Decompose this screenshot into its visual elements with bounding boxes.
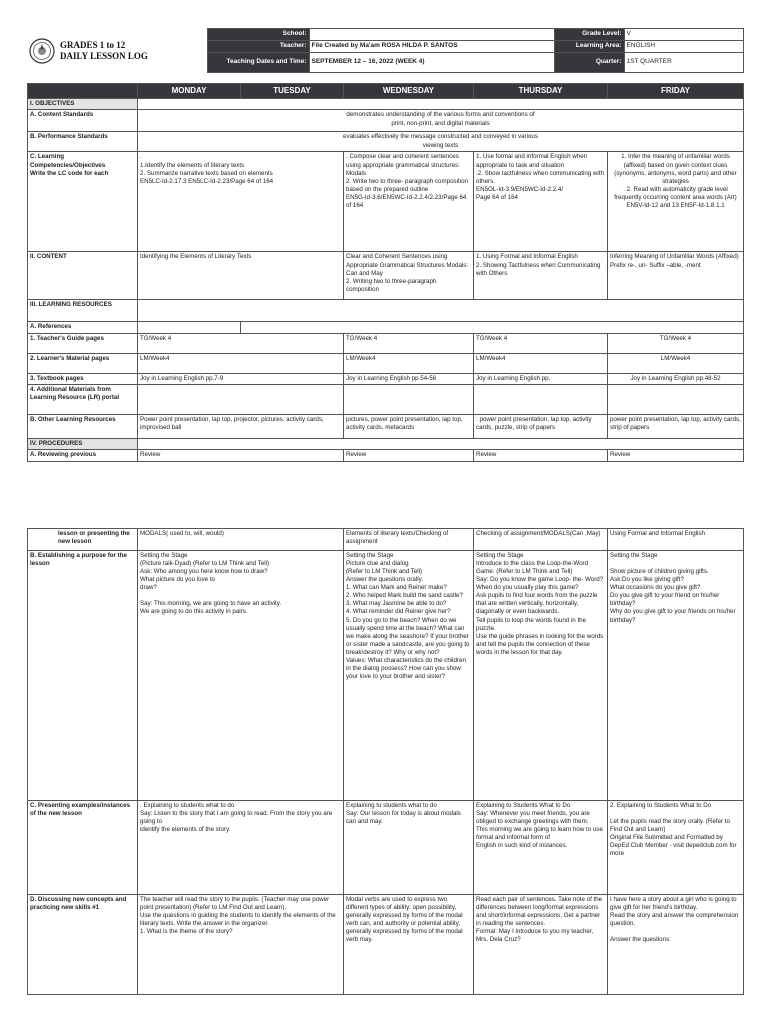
corner-cell <box>28 84 138 99</box>
references-mon-blank <box>138 322 241 333</box>
add-mon <box>138 384 344 414</box>
tb-thu: Joy in Learning English pp. <box>474 373 608 384</box>
examples-fri: 2. Explaining to Students What to Do Let the pupils read the story orally. (Refer to Find Out and Learn) Original File Submitted and Formatted by DepEd Club Member - visit depedclub.com for more <box>608 801 744 895</box>
teacher-value: File Created by Ma'am ROSA HILDA P. SANTOS <box>309 41 554 53</box>
purpose-wed: Setting the Stage Picture clue and dialog (Refer to LM Think and Tell) Answer the questions orally. 1. What can Mark and Reiner make? 2. Who helped Mark build the sand castle? 3. What may Jasmine be able to do? 4. What reminder did Reiner give her? 5. Do you go to the beach? When do we usually spend time at the beach? What can we make along the seashore? If your brother or sister made a sandcastle, are you going to break/destroy it? Why or why not? Values: What characteristics do the children in the dialog possess? How can you show your love to your brother and sister? <box>344 551 474 801</box>
learners-material-label: 2. Learner's Material pages <box>28 353 138 373</box>
competencies-label: C. Learning Competencies/Objectives Write the LC code for each <box>28 152 138 252</box>
header-brand <box>27 29 207 73</box>
content-label: II. CONTENT <box>28 252 138 300</box>
procedures-label: IV. PROCEDURES <box>28 438 138 449</box>
quarter-value: 1ST QUARTER <box>624 53 743 73</box>
examples-wed: Explaining to students what to do Say: Our lesson for today is about modals can and may. <box>344 801 474 895</box>
competencies-thu: 1. Use formal and informal English when appropriate to task and situation .2. Show tactfulness when communicating with others. EN5OL-Id-3.9/EN5WC-Id-2.2.4/ Page 64 of 164 <box>474 152 608 252</box>
discussing-concepts-label: D. Discussing new concepts and practicing new skills #1 <box>28 895 138 995</box>
examples-thu: Explaining to Students What to Do Say: Whenever you meet friends, you are obliged to exchange greetings with them. This morning we are going to learn how to use formal and informal form of English in such kind of instances. <box>474 801 608 895</box>
add-fri <box>608 384 744 414</box>
performance-standards-label: B. Performance Standards <box>28 132 138 152</box>
learning-area-label: Learning Area: <box>554 41 624 53</box>
objectives-label: I. OBJECTIVES <box>28 99 138 110</box>
discussing-thu: Read each pair of sentences. Take note of the differences between long/formal expressions and short/informal expressions. Get a partner in reading the sentences. Formal: May I introduce to you my teacher, Mrs. Dela Cruz? <box>474 895 608 995</box>
discussing-wed: Modal verbs are used to express two different types of ability: open possibility, generally expressed by forms of the modal verb can, and authority or potential ability, generally expressed by forms of the modal verb may. <box>344 895 474 995</box>
grade-level-label: Grade Level: <box>554 29 624 41</box>
review-fri: Review <box>608 449 744 461</box>
lm-thu: LM/Week4 <box>474 353 608 373</box>
lesson-table-page-1 <box>27 83 744 462</box>
procedures-blank <box>138 438 744 449</box>
establishing-purpose-label: B. Establishing a purpose for the lesson <box>28 551 138 801</box>
school-label: School: <box>207 29 309 41</box>
content-fri: Inferring Meaning of Unfamiliar Words (Affixed) Prefix re-, un- Suffix –able, -ment <box>608 252 744 300</box>
olr-wed: pictures, power point presentation, lap top, activity cards, metacards <box>344 414 474 438</box>
deped-seal-icon <box>29 38 55 64</box>
lesson-log-page-2 <box>27 528 743 995</box>
competencies-wed: . Compose clear and coherent sentences using appropriate grammatical structures: Modals 2. Write two to three- paragraph composition based on the prepared outline EN5G-Id-3.6/EN5WC-Id-2.2.4/2.23/Page 64 of 164 <box>344 152 474 252</box>
day-tuesday: TUESDAY <box>241 84 344 99</box>
objectives-blank <box>138 99 744 110</box>
tb-wed: Joy in Learning English pp.54-56 <box>344 373 474 384</box>
tg-wed: TG/Week 4 <box>344 333 474 353</box>
competencies-mon-tue: . 1.Identify the elements of literary texts 2. Summarize narrative texts based on elements EN5LC-Id-2.17.3 EN5LC-Id-2.23/Page 64 of 164 <box>138 152 344 252</box>
cont-wed: Elements of literary texts/Checking of assignment <box>344 529 474 551</box>
review-mon: Review <box>138 449 344 461</box>
discussing-mon: The teacher will read the story to the pupils. (Teacher may use power point presentation) (Refer to LM Find Out and Learn). Use the questions in guiding the students to identify the elements of the literary texts. Write the answer in the organizer. 1. What is the theme of the story? <box>138 895 344 995</box>
teachers-guide-label: 1. Teacher's Guide pages <box>28 333 138 353</box>
tb-mon: Joy in Learning English pp.7-9 <box>138 373 344 384</box>
teaching-dates-label: Teaching Dates and Time: <box>207 53 309 73</box>
discussing-fri: I have here a story about a girl who is going to give gift for her friend's birthday. Read the story and answer the comprehension question. Answer the questions: <box>608 895 744 995</box>
day-friday: FRIDAY <box>608 84 744 99</box>
content-wed: Clear and Coherent Sentences using Appropriate Grammatical Structures Modals: Can and May 2. Writing two to three-paragraph composition <box>344 252 474 300</box>
olr-fri: power point presentation, lap top, activity cards, strip of papers <box>608 414 744 438</box>
examples-mon: . Explaining to students what to do Say: Listen to the story that I am going to read. From the story you are going to identify the elements of the story. <box>138 801 344 895</box>
lm-fri: LM/Week4 <box>608 353 744 373</box>
references-blank <box>241 322 744 333</box>
purpose-thu: Setting the Stage Introduce to the class the Loop-the-Word Game. (Refer to LM Think and Tell) Say: Do you know the game Loop- the- Word? When do you usually play this game? Ask pupils to find four words from the puzzle that are written vertically, horizontally, diagonally or even backwards. Tell pupils to loop the words found in the puzzle. Use the guide phrases in looking for the words and tell the pupils the connection of these words in the lesson for that day. <box>474 551 608 801</box>
reviewing-label: A. Reviewing previous <box>28 449 138 461</box>
lesson-table-page-2 <box>27 528 744 995</box>
day-wednesday: WEDNESDAY <box>344 84 474 99</box>
presenting-examples-label: C. Presenting examples/instances of the new lesson <box>28 801 138 895</box>
day-thursday: THURSDAY <box>474 84 608 99</box>
cont-mon: MODALS( used to, will, would) <box>138 529 344 551</box>
tg-fri: TG/Week 4 <box>608 333 744 353</box>
teacher-label: Teacher: <box>207 41 309 53</box>
tg-thu: TG/Week 4 <box>474 333 608 353</box>
review-wed: Review <box>344 449 474 461</box>
additional-materials-label: 4. Additional Materials from Learning Resource (LR) portal <box>28 384 138 414</box>
title-daily-lesson-log: DAILY LESSON LOG <box>60 50 148 61</box>
cont-fri: Using Formal and Informal English <box>608 529 744 551</box>
teaching-dates-value: SEPTEMBER 12 – 16, 2022 (WEEK 4) <box>309 53 554 73</box>
tg-mon: TG/Week 4 <box>138 333 344 353</box>
add-wed <box>344 384 474 414</box>
competencies-fri: 1. Infer the meaning of unfamiliar words (affixed) based on given context clues (synonyms, antonyms, word parts) and other strategies . 2. Read with automaticity grade level frequently occurring content area words (Art) EN5V-Id-12 and 13 EN5F-Id-1.8.1.1 <box>608 152 744 252</box>
performance-standards-value: evaluates effectively the message constructed and conveyed in various viewing texts <box>138 132 744 152</box>
lesson-log-page-1 <box>27 28 743 462</box>
quarter-label: Quarter: <box>554 53 624 73</box>
content-mon-tue: Identifying the Elements of Literary Texts <box>138 252 344 300</box>
content-thu: 1. Using Formal and Informal English 2. Showing Tactfulness when Communicating with Others <box>474 252 608 300</box>
references-label: A. References <box>28 322 138 333</box>
day-monday: MONDAY <box>138 84 241 99</box>
other-resources-label: B. Other Learning Resources <box>28 414 138 438</box>
content-standards-label: A. Content Standards <box>28 110 138 132</box>
header-table <box>27 28 744 73</box>
cont-thu: Checking of assignment/MODALS(Can ,May) <box>474 529 608 551</box>
learning-resources-label: III. LEARNING RESOURCES <box>28 300 138 322</box>
textbook-pages-label: 3. Textbook pages <box>28 373 138 384</box>
purpose-mon: Setting the Stage (Picture talk-Dyad) (Refer to LM Think and Tell) Ask: Who among you here know how to draw? What picture do you love to draw? Say: This morning, we are going to have an activity. We are going to do this activity in pairs. <box>138 551 344 801</box>
learning-area-value: ENGLISH <box>624 41 743 53</box>
content-standards-value: demonstrates understanding of the various forms and conventions of print, non-print, and digital materials <box>138 110 744 132</box>
olr-thu: : power point presentation, lap top, activity cards, puzzle, strip of papers <box>474 414 608 438</box>
purpose-fri: Setting the Stage Show picture of children giving gifts. Ask:Do you like giving gift? What occasions do you give gift? Do you give gift to your friend on his/her birthday? Why do you give gift to your friends on his/her birthday? <box>608 551 744 801</box>
olr-mon: Power point presentation, lap top, projector, pictures, activity cards, improvised ball <box>138 414 344 438</box>
add-thu <box>474 384 608 414</box>
lm-mon: LM/Week4 <box>138 353 344 373</box>
continued-label: lesson or presenting the new lesson <box>28 529 138 551</box>
learning-resources-blank <box>138 300 744 322</box>
tb-fri: Joy in Learning English pp.48-52 <box>608 373 744 384</box>
day-header-row <box>28 84 744 99</box>
review-thu: Review <box>474 449 608 461</box>
grade-level-value: V <box>624 29 743 41</box>
lm-wed: LM/Week4 <box>344 353 474 373</box>
title-grades: GRADES 1 to 12 <box>60 40 126 51</box>
school-value <box>309 29 554 41</box>
